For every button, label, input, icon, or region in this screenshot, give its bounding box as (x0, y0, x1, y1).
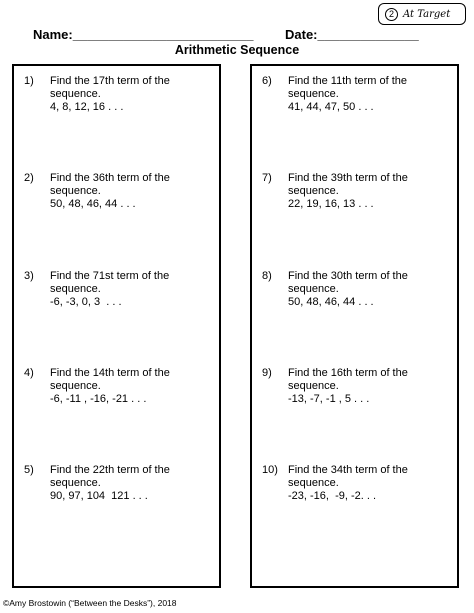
problem-sequence: 41, 44, 47, 50 . . . (288, 101, 374, 113)
problem-prompt: Find the 17th term of the sequence. (50, 75, 170, 100)
right-problem-column (250, 64, 459, 588)
problem-prompt: Find the 71st term of the sequence. (50, 270, 170, 295)
problem-number: 1) (24, 75, 34, 87)
problem-number: 4) (24, 367, 34, 379)
problem-sequence: 22, 19, 16, 13 . . . (288, 198, 374, 210)
problem-number: 7) (262, 172, 272, 184)
level-label: At Target (403, 8, 451, 20)
problem-sequence: 4, 8, 12, 16 . . . (50, 101, 124, 113)
problem-sequence: -6, -11 , -16, -21 . . . (50, 393, 147, 405)
problem-prompt: Find the 34th term of the sequence. (288, 464, 408, 489)
problem-prompt: Find the 14th term of the sequence. (50, 367, 170, 392)
name-field[interactable]: Name:_________________________ (33, 27, 254, 42)
problem-number: 5) (24, 464, 34, 476)
level-number: 2 (385, 8, 398, 21)
problem-prompt: Find the 39th term of the sequence. (288, 172, 408, 197)
problem-sequence: 50, 48, 46, 44 . . . (50, 198, 136, 210)
problem-prompt: Find the 30th term of the sequence. (288, 270, 408, 295)
problem-number: 2) (24, 172, 34, 184)
date-field[interactable]: Date:______________ (285, 27, 419, 42)
problem-sequence: -13, -7, -1 , 5 . . . (288, 393, 370, 405)
problem-prompt: Find the 16th term of the sequence. (288, 367, 408, 392)
left-problem-column (12, 64, 221, 588)
level-badge (378, 3, 466, 25)
problem-sequence: -23, -16, -9, -2. . . (288, 490, 377, 502)
problem-number: 8) (262, 270, 272, 282)
problem-prompt: Find the 22th term of the sequence. (50, 464, 170, 489)
problem-sequence: 50, 48, 46, 44 . . . (288, 296, 374, 308)
problem-number: 10) (262, 464, 278, 476)
worksheet-title: Arithmetic Sequence (174, 43, 300, 57)
problem-sequence: -6, -3, 0, 3 . . . (50, 296, 122, 308)
problem-number: 6) (262, 75, 272, 87)
problem-number: 9) (262, 367, 272, 379)
problem-sequence: 90, 97, 104 121 . . . (50, 490, 148, 502)
problem-prompt: Find the 36th term of the sequence. (50, 172, 170, 197)
problem-prompt: Find the 11th term of the sequence. (288, 75, 408, 100)
copyright-footer: ©Amy Brostowin (“Between the Desks”), 2018 (3, 598, 177, 608)
problem-number: 3) (24, 270, 34, 282)
